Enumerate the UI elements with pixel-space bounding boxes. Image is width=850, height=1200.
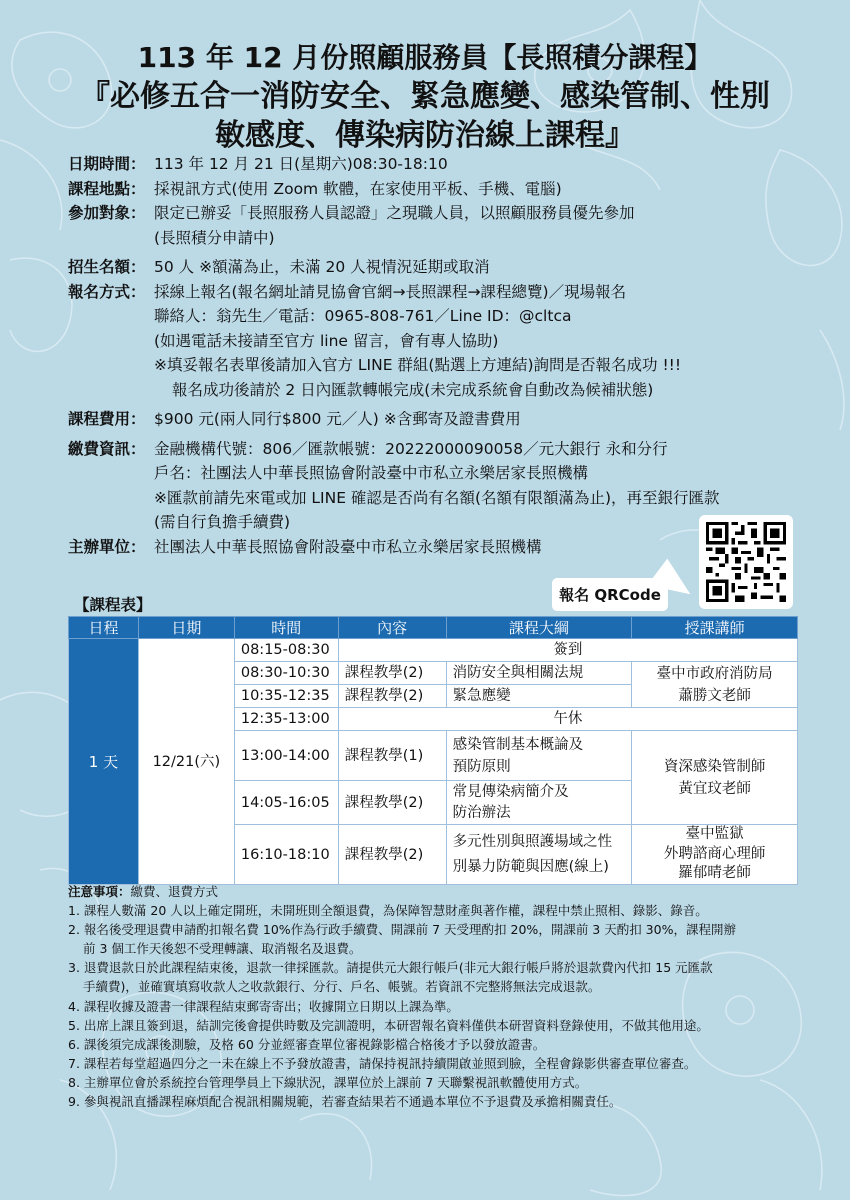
organizer-key: 主辦單位： — [68, 537, 146, 556]
note-item: 3. 退費退款日於此課程結束後，退款一律採匯款。請提供元大銀行帳戶(非元大銀行帳戶將於退款費內代扣 15 元匯款 — [68, 960, 713, 976]
notes-section — [68, 882, 808, 1111]
payment-key: 繳費資訊： — [68, 439, 146, 458]
time-cell: 13:00-14:00 — [234, 731, 338, 781]
lecturer-cell: 臺中市政府消防局 蕭勝文老師 — [632, 662, 798, 708]
note-item: 8. 主辦單位會於系統控台管理學員上下線狀況，課單位於上課前 7 天聯繫視訊軟體使用方式。 — [68, 1074, 588, 1090]
registration-note: ※填妥報名表單後請加入官方 LINE 群組(點選上方連結)詢問是否報名成功 !!! — [154, 356, 682, 374]
lecturer-cell: 資深感染管制師 黃宜玟老師 — [632, 731, 798, 825]
registration-key: 報名方式： — [68, 282, 146, 301]
target-key: 參加對象： — [68, 204, 146, 222]
fee-value: $900 元(兩人同行$800 元／人) ※含郵寄及證書費用 — [154, 410, 521, 428]
registration-qr-code[interactable] — [699, 515, 793, 609]
header-content: 內容 — [338, 617, 446, 639]
title-line-3: 敏感度、傳染病防治線上課程』 — [215, 118, 635, 153]
time-cell: 12:35-13:00 — [234, 708, 338, 731]
schedule-header-row — [69, 617, 798, 639]
target-value-2: (長照積分申請中) — [154, 228, 275, 247]
schedule-label: 【課程表】 — [74, 596, 152, 614]
date-value: 113 年 12 月 21 日(星期六)08:30-18:10 — [154, 155, 448, 173]
note-item: 9. 參與視訊直播課程麻煩配合視訊相關規範，若審查結果若不通過本單位不予退費及承擔相關責任。 — [68, 1094, 622, 1110]
lunch-cell: 午休 — [338, 708, 797, 731]
note-item: 7. 課程若每堂超過四分之一未在線上不予發放證書，請保持視訊持續開啟並照到臉，全程會錄影供審查單位審查。 — [68, 1055, 697, 1071]
payment-note: ※匯款前請先來電或加 LINE 確認是否尚有名額(名額有限額滿為止)，再至銀行匯款 — [154, 488, 720, 507]
notes-heading-bold: 注意事項： — [68, 884, 131, 899]
line-note: (如遇電話未接請至官方 line 留言，會有專人協助) — [154, 331, 499, 350]
table-row — [69, 639, 798, 662]
lecturer-cell: 臺中監獄 外聘諮商心理師 羅郁晴老師 — [632, 825, 798, 885]
notes-heading-rest: 繳費、退費方式 — [130, 884, 219, 899]
outline-cell: 感染管制基本概論及 預防原則 — [446, 731, 632, 781]
header-day: 日程 — [69, 617, 139, 639]
content-cell: 課程教學(2) — [338, 825, 446, 885]
header-date: 日期 — [138, 617, 234, 639]
note-item: 2. 報名後受理退費申請酌扣報名費 10%作為行政手續費、開課前 7 天受理酌扣 20%，開課前 3 天酌扣 30%，課程開辦 — [68, 922, 736, 938]
contact-info: 聯絡人：翁先生／電話：0965-808-761／Line ID：@cltca — [154, 307, 572, 325]
outline-cell: 多元性別與照護場域之性 別暴力防範與因應(線上) — [446, 825, 632, 885]
quota-value: 50 人 ※額滿為止，未滿 20 人視情況延期或取消 — [154, 258, 490, 276]
registration-note-2: 報名成功後請於 2 日內匯款轉帳完成(未完成系統會自動改為候補狀態) — [172, 380, 654, 399]
qr-label: 報名 QRCode — [552, 578, 668, 611]
header-time: 時間 — [234, 617, 338, 639]
content-cell: 課程教學(2) — [338, 685, 446, 708]
header-lecturer: 授課講師 — [632, 617, 798, 639]
content-cell: 課程教學(2) — [338, 781, 446, 825]
time-cell: 08:30-10:30 — [234, 662, 338, 685]
outline-cell: 常見傳染病簡介及 防治辦法 — [446, 781, 632, 825]
title-line-1: 113 年 12 月份照顧服務員【長照積分課程】 — [137, 41, 713, 74]
day-cell: 1 天 — [69, 639, 139, 885]
registration-value: 採線上報名(報名網址請見協會官網→長照課程→課程總覽)／現場報名 — [154, 282, 627, 301]
date-cell: 12/21(六) — [138, 639, 234, 885]
note-item: 5. 出席上課且簽到退，結訓完後會提供時數及完訓證明，本研習報名資料僅供本研習資料登錄使用，不做其他用途。 — [68, 1017, 709, 1033]
time-cell: 08:15-08:30 — [234, 639, 338, 662]
payment-note-2: (需自行負擔手續費) — [154, 513, 291, 531]
outline-cell: 消防安全與相關法規 — [446, 662, 632, 685]
notes-heading — [68, 882, 808, 901]
payment-value: 金融機構代號：806／匯款帳號：20222000090058／元大銀行 永和分行 — [154, 439, 668, 458]
quota-key: 招生名額： — [68, 258, 146, 276]
page-title — [0, 38, 850, 155]
time-cell: 14:05-16:05 — [234, 781, 338, 825]
target-value: 限定已辦妥「長照服務人員認證」之現職人員，以照顧服務員優先參加 — [154, 204, 635, 222]
content-cell: 課程教學(1) — [338, 731, 446, 781]
date-key: 日期時間： — [68, 155, 146, 173]
time-cell: 10:35-12:35 — [234, 685, 338, 708]
note-item: 前 3 個工作天後恕不受理轉讓、取消報名及退費。 — [83, 941, 362, 957]
place-key: 課程地點： — [68, 179, 146, 198]
title-line-2: 『必修五合一消防安全、緊急應變、感染管制、性別 — [80, 79, 770, 114]
content-cell: 課程教學(2) — [338, 662, 446, 685]
fee-key: 課程費用： — [68, 410, 146, 428]
time-cell: 16:10-18:10 — [234, 825, 338, 885]
note-item: 4. 課程收據及證書一律課程結束郵寄寄出；收據開立日期以上課為準。 — [68, 998, 459, 1014]
note-item: 手續費)，並確實填寫收款人之收款銀行、分行、戶名、帳號。若資訊不完整將無法完成退款。 — [83, 979, 601, 995]
header-outline: 課程大綱 — [446, 617, 632, 639]
note-item: 1. 課程人數滿 20 人以上確定開班，未開班則全額退費，為保障智慧財產與著作權，課程中禁止照相、錄影、錄音。 — [68, 903, 708, 919]
organizer-value: 社團法人中華長照協會附設臺中市私立永樂居家長照機構 — [154, 537, 542, 556]
schedule-table — [68, 616, 798, 885]
note-item: 6. 課後須完成課後測驗，及格 60 分並經審查單位審視錄影檔合格後才予以發放證書。 — [68, 1036, 546, 1052]
signin-cell: 簽到 — [338, 639, 797, 662]
qr-code-icon — [706, 522, 786, 602]
course-info — [68, 152, 808, 559]
account-name: 戶名：社團法人中華長照協會附設臺中市私立永樂居家長照機構 — [154, 464, 589, 482]
outline-cell: 緊急應變 — [446, 685, 632, 708]
place-value: 採視訊方式(使用 Zoom 軟體，在家使用平板、手機、電腦) — [154, 179, 562, 198]
